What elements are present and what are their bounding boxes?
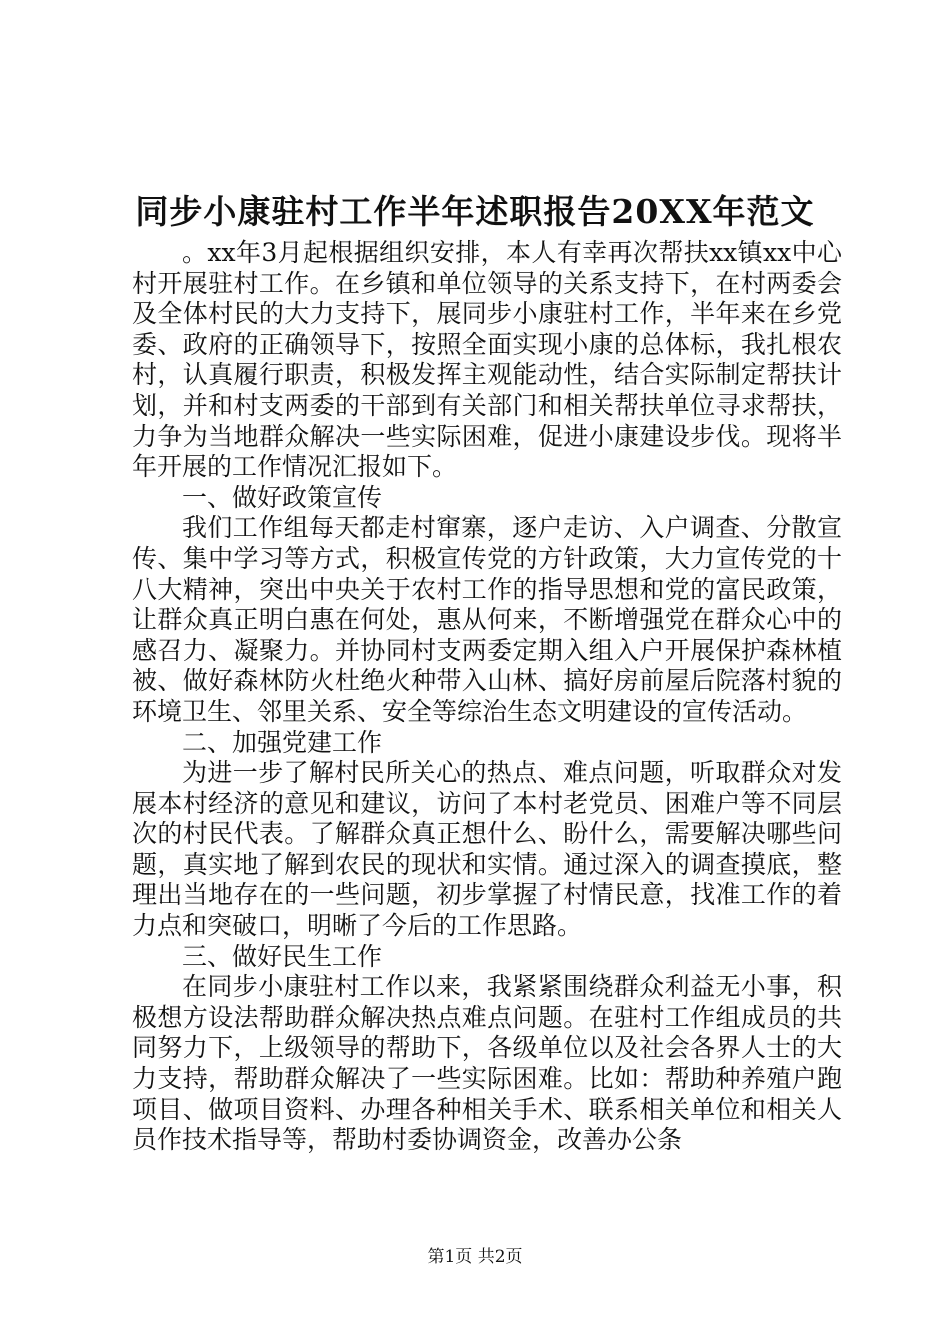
section-heading-1: 一、做好政策宣传 bbox=[182, 482, 383, 512]
section-heading-3: 三、做好民生工作 bbox=[182, 941, 383, 971]
section-paragraph-2: 为进一步了解村民所关心的热点、难点问题，听取群众对发展本村经济的意见和建议，访问了本村老党员、困难户等不同层次的村民代表。了解群众真正想什么、盼什么，需要解决哪些问题，真实地了解到农民的现状和实情。通过深入的调查摸底，整理出当地存在的一些问题，初步掌握了村情民意，找准工作的着力点和突破口，明晰了今后的工作思路。 bbox=[132, 758, 842, 941]
section-heading-2: 二、加强党建工作 bbox=[182, 727, 383, 757]
page-footer: 第1页 共2页 bbox=[427, 1247, 523, 1267]
intro-paragraph: 。xx年3月起根据组织安排，本人有幸再次帮扶xx镇xx中心村开展驻村工作。在乡镇和单位领导的关系支持下，在村两委会及全体村民的大力支持下，展同步小康驻村工作，半年来在乡党委、政府的正确领导下，按照全面实现小康的总体标，我扎根农村，认真履行职责，积极发挥主观能动性，结合实际制定帮扶计划，并和村支两委的干部到有关部门和相关帮扶单位寻求帮扶，力争为当地群众解决一些实际困难，促进小康建设步伐。现将半年开展的工作情况汇报如下。 bbox=[132, 238, 842, 482]
section-paragraph-1: 我们工作组每天都走村窜寨，逐户走访、入户调查、分散宣传、集中学习等方式，积极宣传党的方针政策，大力宣传党的十八大精神，突出中央关于农村工作的指导思想和党的富民政策，让群众真正明白惠在何处，惠从何来，不断增强党在群众心中的感召力、凝聚力。并协同村支两委定期入组入户开展保护森林植被、做好森林防火杜绝火种带入山林、搞好房前屋后院落村貌的环境卫生、邻里关系、安全等综治生态文明建设的宣传活动。 bbox=[132, 513, 842, 726]
document-title: 同步小康驻村工作半年述职报告20XX年范文 bbox=[135, 192, 815, 231]
document-body bbox=[132, 238, 842, 1156]
section-paragraph-3: 在同步小康驻村工作以来，我紧紧围绕群众利益无小事，积极想方设法帮助群众解决热点难点问题。在驻村工作组成员的共同努力下，上级领导的帮助下，各级单位以及社会各界人士的大力支持，帮助群众解决了一些实际困难。比如：帮助种养殖户跑项目、做项目资料、办理各种相关手术、联系相关单位和相关人员作技术指导等，帮助村委协调资金，改善办公条 bbox=[132, 972, 842, 1155]
